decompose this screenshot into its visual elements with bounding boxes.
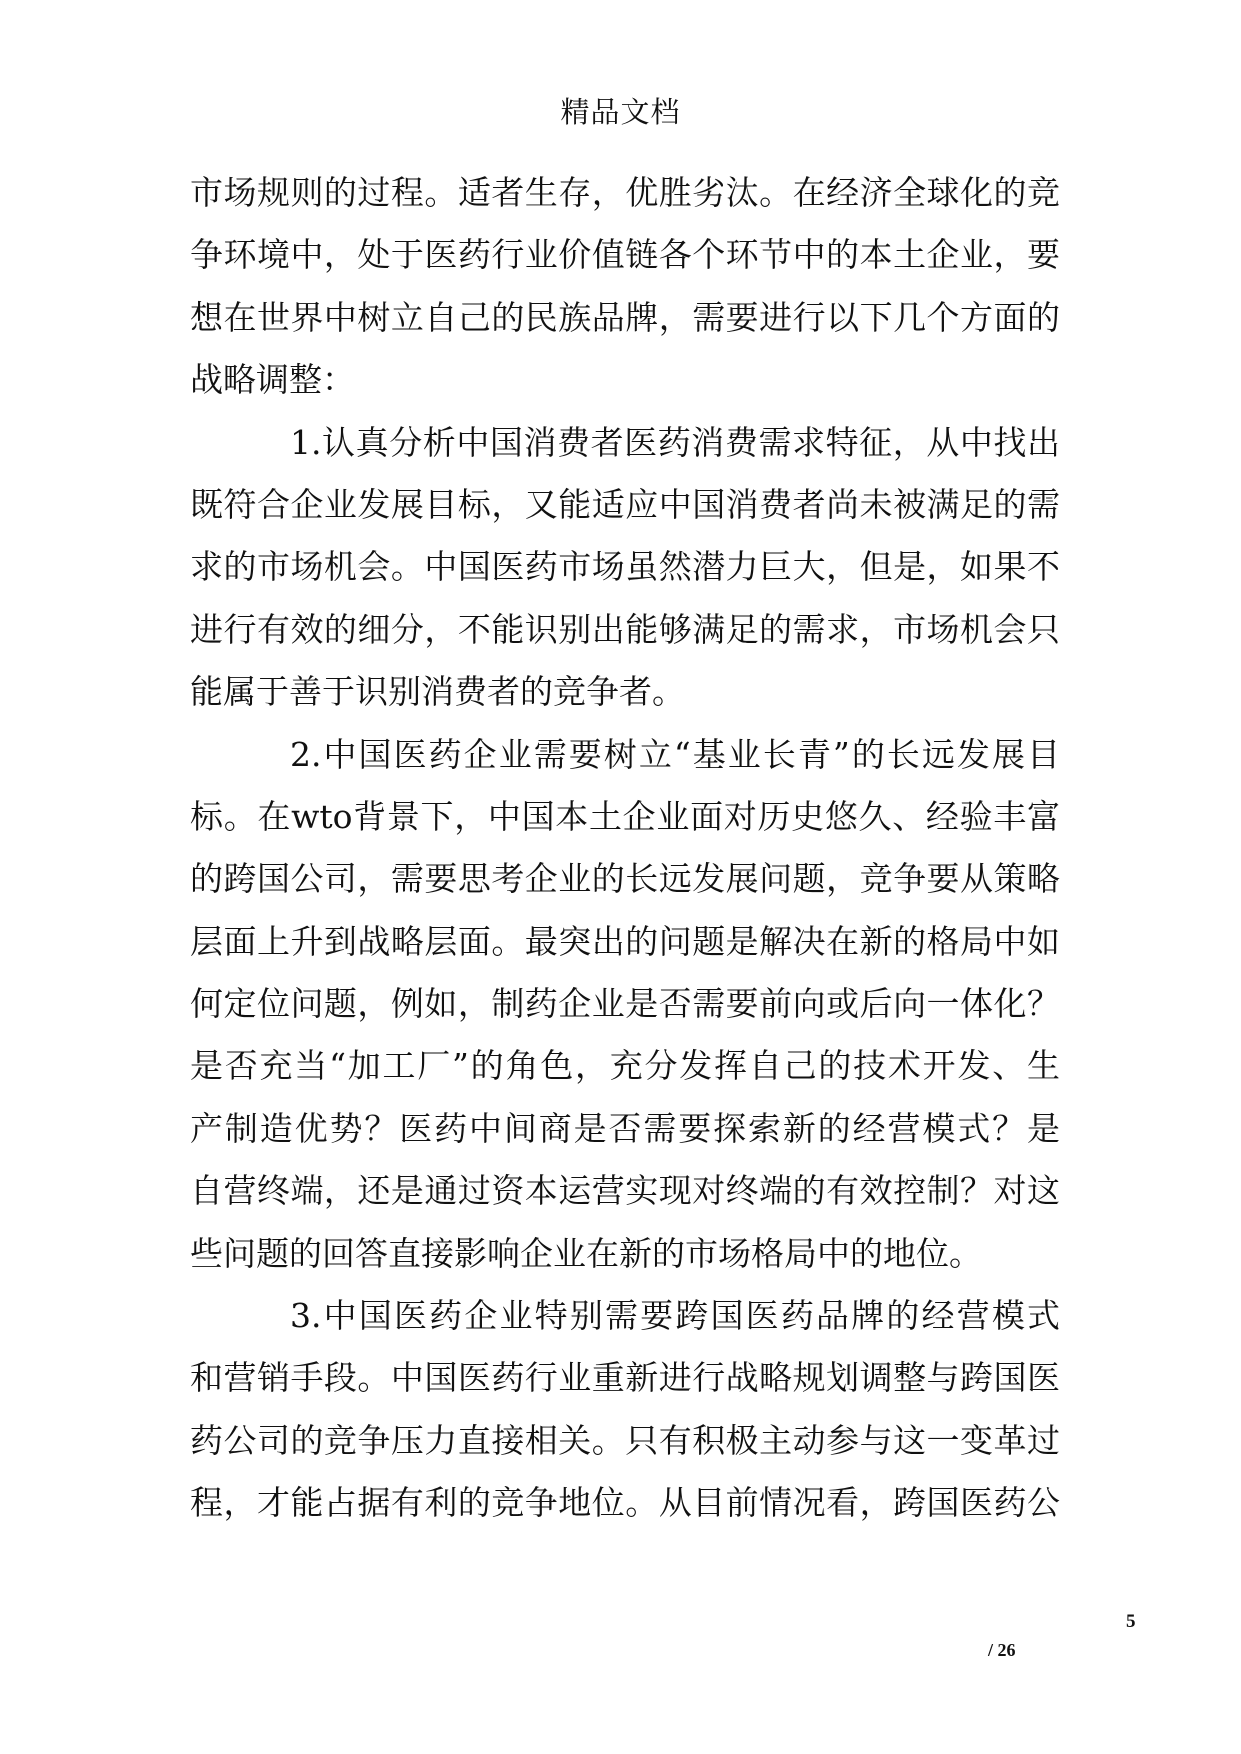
text-line: 进行有效的细分，不能识别出能够满足的需求，市场机会只 (190, 609, 1060, 649)
text-line: 些问题的回答直接影响企业在新的市场格局中的地位。 (190, 1233, 982, 1273)
text-line: 战略调整： (190, 360, 355, 400)
text-line: 3.中国医药企业特别需要跨国医药品牌的经营模式 (290, 1296, 1060, 1336)
text-line: 1.认真分析中国消费者医药消费需求特征，从中找出 (290, 422, 1060, 462)
text-line: 2.中国医药企业需要树立“基业长青”的长远发展目 (290, 734, 1060, 774)
text-line: 市场规则的过程。适者生存，优胜劣汰。在经济全球化的竞 (190, 173, 1060, 212)
text-line: 自营终端，还是通过资本运营实现对终端的有效控制？对这 (190, 1171, 1060, 1211)
text-line: 程，才能占据有利的竞争地位。从目前情况看，跨国医药公 (190, 1483, 1060, 1523)
page-header-title: 精品文档 (560, 95, 681, 129)
page-total: / 26 (988, 1640, 1016, 1660)
page-number: 5 (1126, 1611, 1136, 1632)
text-line: 药公司的竞争压力直接相关。只有积极主动参与这一变革过 (190, 1420, 1060, 1460)
text-line: 层面上升到战略层面。最突出的问题是解决在新的格局中如 (190, 921, 1060, 961)
document-body (190, 162, 1060, 1535)
text-line: 标。在wto背景下，中国本土企业面对历史悠久、经验丰富 (190, 796, 1060, 836)
text-line: 产制造优势？医药中间商是否需要探索新的经营模式？是 (190, 1108, 1060, 1148)
text-line: 既符合企业发展目标，又能适应中国消费者尚未被满足的需 (190, 484, 1060, 524)
text-line: 是否充当“加工厂”的角色，充分发挥自己的技术开发、生 (190, 1046, 1060, 1086)
text-line: 和营销手段。中国医药行业重新进行战略规划调整与跨国医 (190, 1358, 1060, 1398)
text-line: 争环境中，处于医药行业价值链各个环节中的本土企业，要 (190, 235, 1060, 275)
text-line: 何定位问题，例如，制药企业是否需要前向或后向一体化？ (190, 984, 1060, 1024)
text-line: 的跨国公司，需要思考企业的长远发展问题，竞争要从策略 (190, 859, 1060, 899)
text-line: 想在世界中树立自己的民族品牌，需要进行以下几个方面的 (190, 297, 1060, 337)
text-line: 求的市场机会。中国医药市场虽然潜力巨大，但是，如果不 (190, 547, 1060, 587)
text-line: 能属于善于识别消费者的竞争者。 (190, 672, 685, 712)
